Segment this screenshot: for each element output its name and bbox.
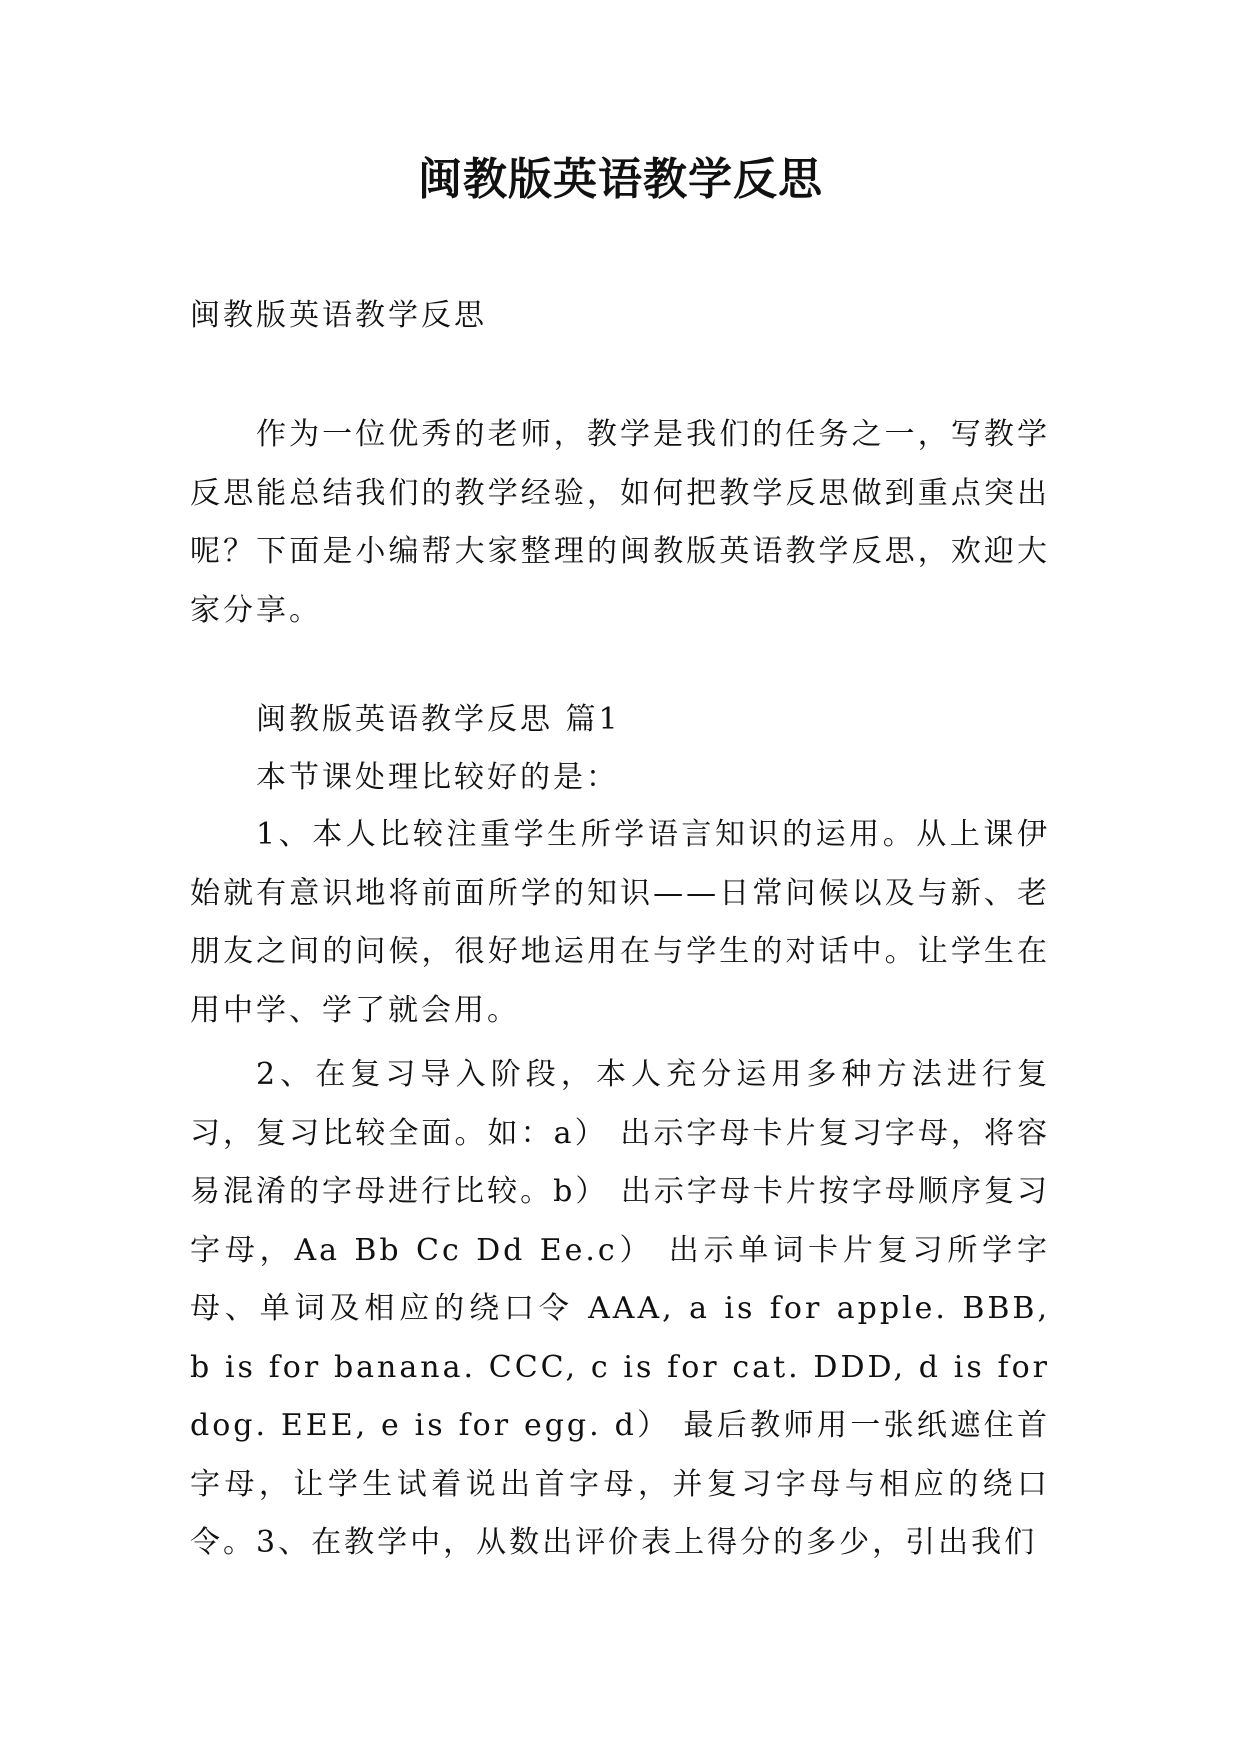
body-paragraph-2: 2、在复习导入阶段，本人充分运用多种方法进行复习，复习比较全面。如：a） 出示字母卡片复习字母，将容易混淆的字母进行比较。b） 出示字母卡片按字母顺序复习字母，Aa Bb Cc Dd Ee.c） 出示单词卡片复习所学字母、单词及相应的绕口令 AAA, a is for apple. BBB, b is for banana. CCC, c is for cat. DDD, d is for dog. EEE, e is for egg. d） 最后教师用一张纸遮住首字母，让学生试着说出首字母，并复习字母与相应的绕口令。 [190,1057,1050,1560]
document-subtitle: 闽教版英语教学反思 [190,298,487,333]
body-paragraph-3: 3、在教学中，从数出评价表上得分的多少，引出我们 [256,1525,1038,1560]
lead-sentence: 本节课处理比较好的是： [256,760,619,795]
intro-paragraph: 作为一位优秀的老师，教学是我们的任务之一，写教学反思能总结我们的教学经验，如何把教学反思做到重点突出呢？下面是小编帮大家整理的闽教版英语教学反思，欢迎大家分享。 [190,417,1050,628]
document-title: 闽教版英语教学反思 [418,154,823,205]
body-paragraph-1: 1、本人比较注重学生所学语言知识的运用。从上课伊始就有意识地将前面所学的知识——日常问候以及与新、老朋友之间的问候，很好地运用在与学生的对话中。让学生在用中学、学了就会用。 [190,817,1050,1028]
section-heading: 闽教版英语教学反思 篇1 [256,702,621,737]
